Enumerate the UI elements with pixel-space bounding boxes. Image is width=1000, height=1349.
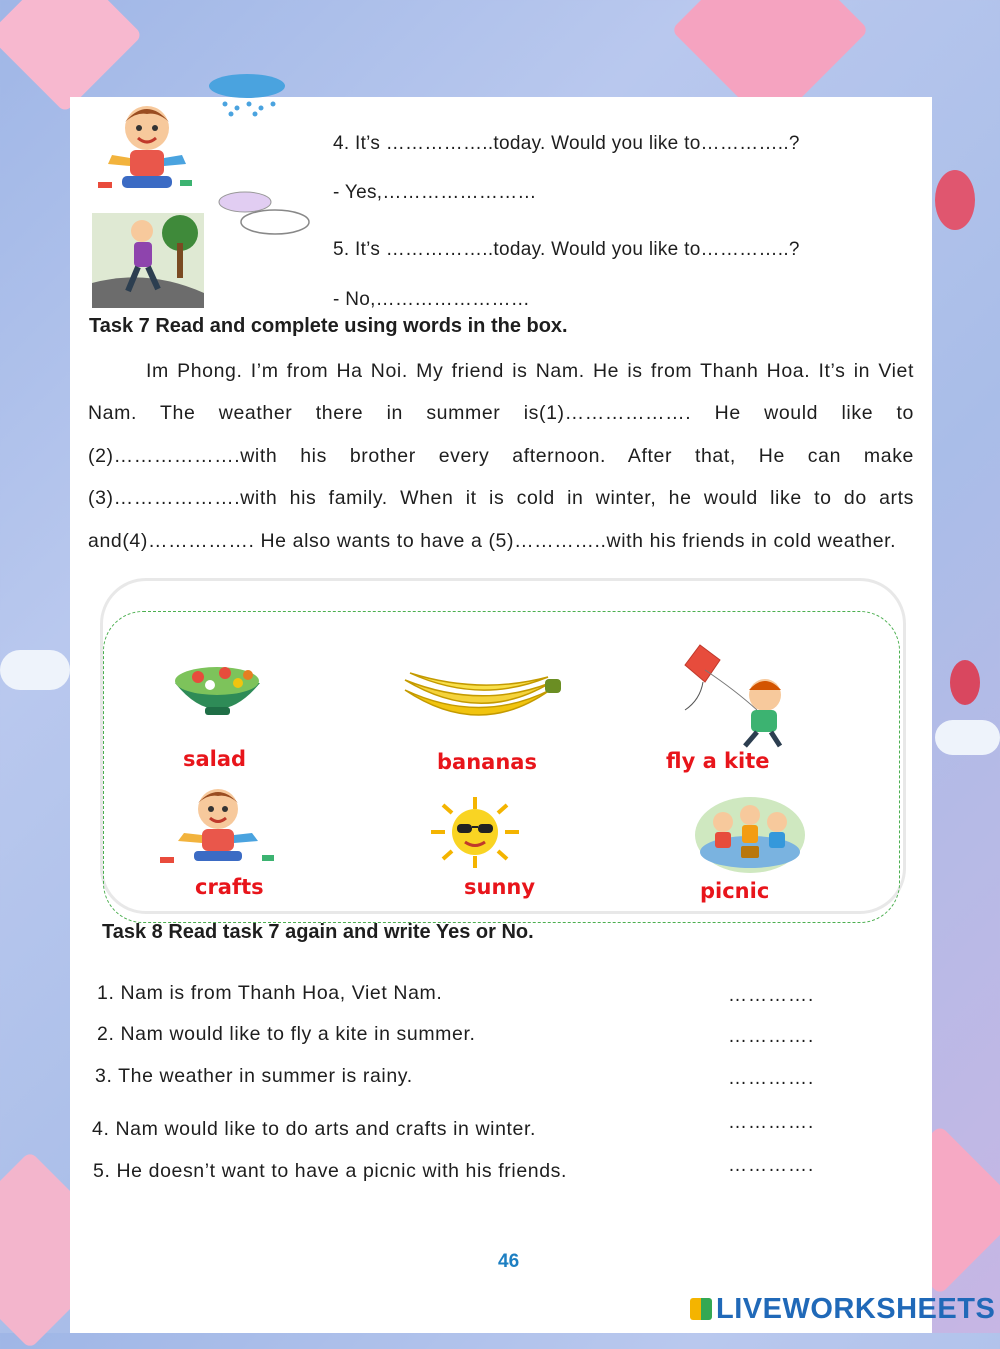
rain-cloud-image bbox=[205, 72, 290, 117]
word-bananas: bananas bbox=[437, 750, 537, 774]
flower-decoration bbox=[950, 660, 980, 705]
task-8-title: Task 8 Read task 7 again and write Yes or No. bbox=[102, 921, 534, 943]
question-5-line: 5. It’s ……………..today. Would you like to…………..? bbox=[333, 239, 800, 260]
task-8-question-2: 2. Nam would like to fly a kite in summer. bbox=[97, 1023, 476, 1045]
fly-a-kite-image bbox=[665, 640, 795, 750]
task-8-answer-3[interactable]: …………. bbox=[728, 1068, 815, 1089]
boy-crafts-image bbox=[92, 100, 202, 195]
question-4-line: 4. It’s ……………..today. Would you like to…………..? bbox=[333, 133, 800, 154]
cloud-decoration bbox=[0, 650, 70, 690]
salad-image bbox=[170, 655, 265, 720]
task-8-answer-5[interactable]: …………. bbox=[728, 1155, 815, 1176]
crafts-image bbox=[150, 785, 285, 870]
word-salad: salad bbox=[183, 747, 247, 771]
task-8-question-1: 1. Nam is from Thanh Hoa, Viet Nam. bbox=[97, 982, 443, 1004]
sun-image bbox=[425, 795, 525, 870]
bananas-image bbox=[400, 665, 565, 725]
task-8-question-3: 3. The weather in summer is rainy. bbox=[95, 1065, 413, 1087]
task-7-title: Task 7 Read and complete using words in the box. bbox=[89, 315, 568, 337]
word-sunny: sunny bbox=[464, 875, 536, 899]
word-picnic: picnic bbox=[700, 879, 770, 903]
heart-decoration bbox=[0, 0, 143, 113]
task-8-answer-1[interactable]: …………. bbox=[728, 985, 815, 1006]
clouds-image bbox=[215, 190, 315, 240]
cloud-decoration bbox=[935, 720, 1000, 755]
task-8-answer-2[interactable]: …………. bbox=[728, 1026, 815, 1047]
task-8-answer-4[interactable]: …………. bbox=[728, 1112, 815, 1133]
word-crafts: crafts bbox=[195, 875, 264, 899]
task-8-question-4: 4. Nam would like to do arts and crafts in winter. bbox=[92, 1118, 537, 1140]
task-7-paragraph bbox=[88, 350, 914, 562]
task-8-question-5: 5. He doesn’t want to have a picnic with his friends. bbox=[93, 1160, 568, 1182]
word-fly-a-kite: fly a kite bbox=[666, 749, 770, 773]
flower-decoration bbox=[935, 170, 975, 230]
task-7-paragraph-text: Im Phong. I’m from Ha Noi. My friend is Nam. He is from Thanh Hoa. It’s in Viet Nam. The weather there in summer is(1)………………. He would like to (2)……………….with his brother every afternoon. After that, He can make (3)……………….with his family. When it is cold in winter, he would like to do arts and(4)……………. He also wants to have a (5)…………..with his friends in cold weather. bbox=[88, 360, 914, 552]
question-5-answer-line: - No,…………………… bbox=[333, 289, 531, 310]
page-number: 46 bbox=[498, 1251, 520, 1272]
liveworksheets-logo bbox=[690, 1293, 995, 1326]
question-4-answer-line: - Yes,…………………… bbox=[333, 182, 537, 203]
boy-running-image bbox=[92, 213, 204, 308]
logo-text: LIVEWORKSHEETS bbox=[716, 1293, 996, 1325]
picnic-image bbox=[693, 790, 808, 875]
liveworksheets-icon bbox=[690, 1298, 712, 1320]
